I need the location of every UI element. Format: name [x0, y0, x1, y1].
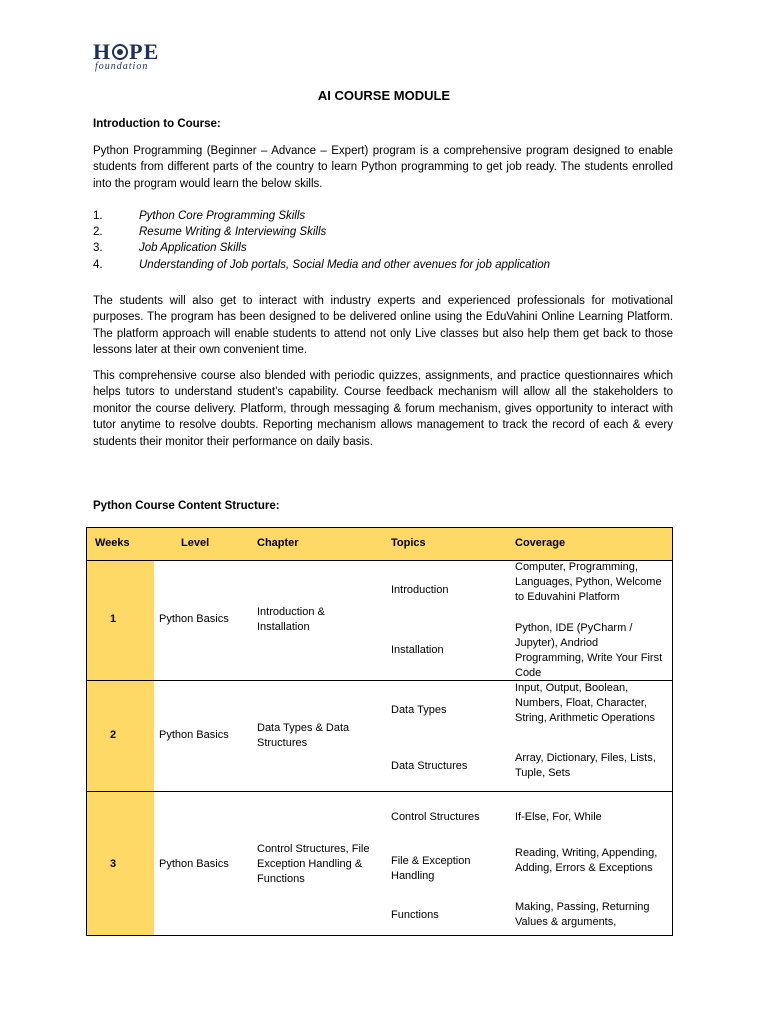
structure-heading: Python Course Content Structure: — [93, 500, 280, 512]
globe-icon — [112, 44, 128, 60]
list-item-text: Understanding of Job portals, Social Media and other avenues for job application — [139, 258, 551, 271]
course-content-table — [86, 527, 673, 936]
topic-cell: Data Types — [391, 704, 447, 716]
level-cell: Python Basics — [159, 729, 229, 741]
coverage-cell: Python, IDE (PyCharm / Jupyter), Andriod Programming, Write Your First Code — [515, 622, 663, 679]
intro-paragraph: Python Programming (Beginner – Advance – Expert) program is a comprehensive program designed to enable students from different parts of the country to learn Python programming to get job ready. The students enrolled into the program would learn the below skills. — [93, 145, 673, 190]
topic-cell: Control Structures — [391, 811, 480, 823]
week-number: 3 — [109, 858, 117, 870]
header-topics: Topics — [391, 537, 426, 549]
topic-cell: Data Structures — [391, 760, 468, 772]
row-divider — [87, 791, 672, 792]
course-paragraph: This comprehensive course also blended with periodic quizzes, assignments, and practice questionnaires which helps tutors to understand student’s capability. Course feedback mechanism will allow all the stakeholders to monitor the course delivery. Platform, through messaging & forum mechanism, gives opportunity to interact with tutor anytime to resolve doubts. Reporting mechanism allows management to track the record of each & every students their monitor their performance on daily basis. — [93, 370, 673, 448]
list-item-number: 1. — [93, 210, 103, 222]
week-number: 1 — [109, 613, 117, 625]
document-title: AI COURSE MODULE — [317, 88, 451, 103]
header-level: Level — [181, 537, 210, 549]
coverage-cell: Making, Passing, Returning Values & arguments, — [515, 901, 650, 928]
level-cell: Python Basics — [159, 858, 229, 870]
topic-cell: Installation — [391, 644, 444, 656]
list-item-number: 3. — [93, 242, 103, 255]
list-item-text: Resume Writing & Interviewing Skills — [139, 226, 327, 239]
chapter-cell: Data Types & Data Structures — [257, 722, 350, 749]
coverage-cell: Computer, Programming, Languages, Python, Welcome to Eduvahini Platform — [515, 561, 662, 603]
coverage-cell: Reading, Writing, Appending, Adding, Errors & Exceptions — [515, 847, 658, 874]
logo-text-left: H — [93, 39, 112, 64]
chapter-cell: Introduction & Installation — [257, 606, 325, 633]
level-cell: Python Basics — [159, 613, 229, 625]
coverage-cell: Array, Dictionary, Files, Lists, Tuple, Sets — [515, 752, 656, 779]
interaction-paragraph: The students will also get to interact with industry experts and experienced professionals for motivational purposes. The program has been designed to be delivered online using the EduVahini Online Learning Platform. The platform approach will enable students to attend not only Live classes but also help them get back to those lessons later at their own convenient time. — [93, 295, 673, 357]
coverage-cell: If-Else, For, While — [515, 811, 602, 823]
header-coverage: Coverage — [515, 537, 566, 549]
header-weeks: Weeks — [95, 537, 130, 549]
list-item-text: Python Core Programming Skills — [139, 210, 306, 222]
header-chapter: Chapter — [257, 537, 299, 549]
hope-foundation-logo — [93, 40, 173, 74]
topic-cell: File & Exception Handling — [391, 855, 471, 882]
topic-cell: Functions — [391, 909, 439, 921]
table-header-row — [87, 528, 672, 561]
list-item-number: 2. — [93, 226, 103, 239]
chapter-cell: Control Structures, File Exception Handling & Functions — [257, 843, 370, 885]
intro-heading: Introduction to Course: — [93, 118, 221, 130]
topic-cell: Introduction — [391, 584, 449, 596]
coverage-cell: Input, Output, Boolean, Numbers, Float, Character, String, Arithmetic Operations — [515, 682, 656, 724]
list-item-text: Job Application Skills — [139, 242, 247, 255]
logo-subtitle: foundation — [95, 61, 149, 72]
logo-text-right: PE — [129, 39, 160, 64]
list-item-number: 4. — [93, 258, 103, 271]
week-number: 2 — [109, 729, 117, 741]
